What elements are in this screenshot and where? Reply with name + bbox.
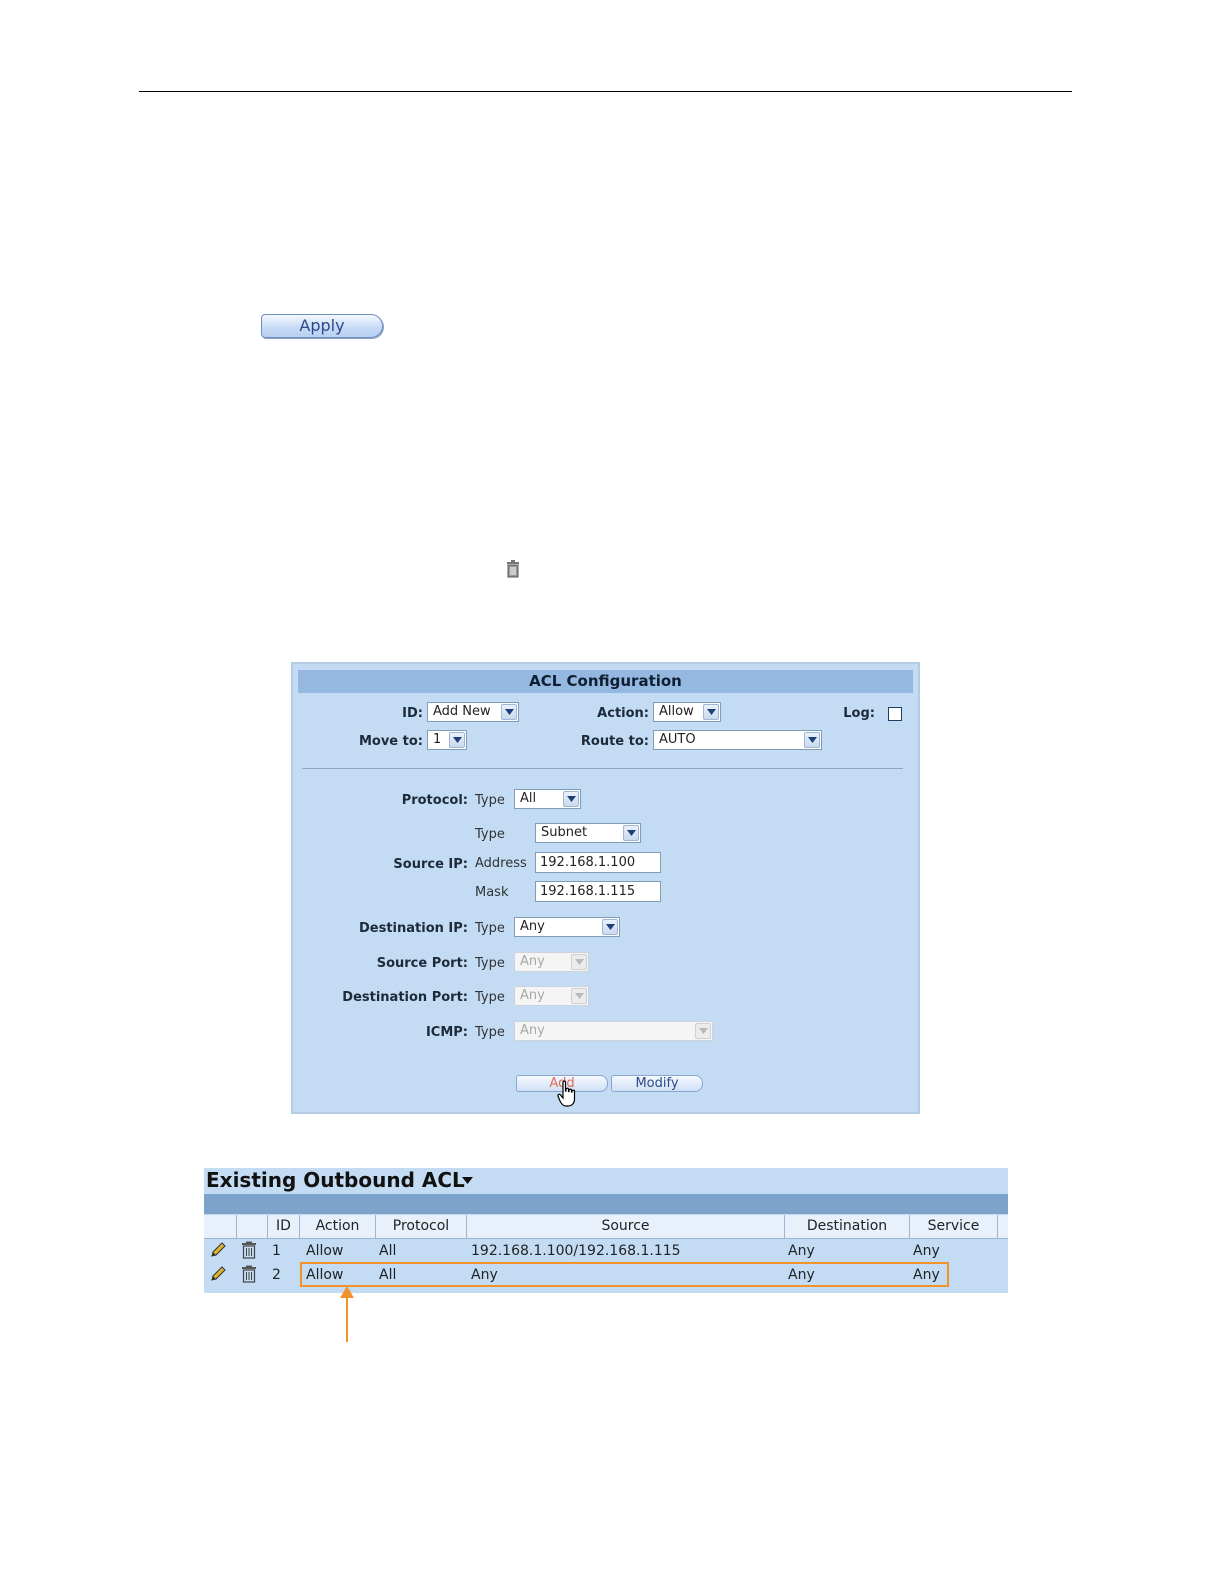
cell-service: Any [913, 1267, 940, 1283]
table-header-row [204, 1215, 1008, 1239]
caret-down-icon[interactable] [462, 1177, 473, 1185]
acl-configuration-panel [291, 662, 920, 1114]
cell-action: Allow [306, 1267, 344, 1283]
protocol-label: Protocol: [401, 793, 468, 808]
source-ip-address-label: Address [475, 856, 527, 871]
cell-action: Allow [306, 1243, 344, 1259]
table-row [204, 1240, 1008, 1262]
destination-ip-select[interactable] [514, 917, 620, 937]
source-ip-type-select[interactable] [535, 823, 641, 843]
callout-arrow [346, 1290, 348, 1342]
action-label: Action: [597, 706, 649, 721]
cell-id: 2 [272, 1267, 281, 1283]
cell-destination: Any [788, 1243, 815, 1259]
destination-ip-type-label: Type [475, 921, 505, 936]
table-title-bar [204, 1194, 1008, 1214]
chevron-down-icon [563, 791, 579, 807]
column-header-destination: Destination [785, 1215, 910, 1238]
icmp-select [514, 1021, 713, 1041]
chevron-down-icon [449, 732, 465, 748]
cell-protocol: All [379, 1243, 397, 1259]
cell-source: Any [471, 1267, 498, 1283]
divider [302, 768, 903, 769]
icmp-type-label: Type [475, 1025, 505, 1040]
source-ip-mask-input[interactable]: 192.168.1.115 [535, 881, 661, 902]
source-ip-mask-label: Mask [475, 885, 509, 900]
destination-port-type-label: Type [475, 990, 505, 1005]
chevron-down-icon [703, 704, 719, 720]
trash-icon[interactable] [240, 1265, 258, 1283]
outbound-acl-title-text: Existing Outbound ACL [206, 1168, 465, 1192]
route-to-label: Route to: [580, 734, 649, 749]
trash-icon[interactable] [240, 1241, 258, 1259]
destination-port-select-value: Any [520, 988, 545, 1003]
protocol-type-label: Type [475, 793, 505, 808]
route-to-select-value: AUTO [659, 732, 696, 747]
cell-source: 192.168.1.100/192.168.1.115 [471, 1243, 681, 1259]
source-port-select-value: Any [520, 954, 545, 969]
id-select-value: Add New [433, 704, 491, 719]
chevron-down-icon [571, 954, 587, 970]
protocol-select[interactable] [514, 789, 581, 809]
destination-ip-select-value: Any [520, 919, 545, 934]
column-header-source: Source [467, 1215, 785, 1238]
source-ip-label: Source IP: [393, 857, 468, 872]
icmp-label: ICMP: [425, 1025, 468, 1040]
chevron-down-icon [501, 704, 517, 720]
outbound-acl-title [206, 1168, 465, 1192]
source-ip-type-label: Type [475, 827, 505, 842]
column-header-protocol: Protocol [376, 1215, 467, 1238]
hand-cursor-icon [557, 1080, 577, 1108]
cell-protocol: All [379, 1267, 397, 1283]
row-highlight-box [300, 1262, 949, 1287]
id-label: ID: [402, 706, 423, 721]
route-to-select[interactable] [653, 730, 822, 750]
chevron-down-icon [602, 919, 618, 935]
source-ip-address-input[interactable]: 192.168.1.100 [535, 852, 661, 873]
pencil-icon[interactable] [209, 1241, 227, 1259]
chevron-down-icon [623, 825, 639, 841]
column-header-delete [237, 1215, 268, 1238]
trash-icon [503, 559, 523, 579]
action-select[interactable] [653, 702, 721, 722]
acl-config-title: ACL Configuration [298, 670, 913, 693]
source-port-select [514, 952, 589, 972]
destination-ip-label: Destination IP: [359, 921, 468, 936]
protocol-select-value: All [520, 791, 537, 806]
move-to-label: Move to: [358, 734, 423, 749]
apply-button[interactable]: Apply [261, 314, 383, 338]
modify-button[interactable]: Modify [611, 1075, 703, 1092]
log-checkbox[interactable] [888, 707, 902, 721]
log-label: Log: [843, 706, 875, 721]
source-port-type-label: Type [475, 956, 505, 971]
column-header-action: Action [300, 1215, 376, 1238]
id-select[interactable] [427, 702, 519, 722]
column-header-edit [204, 1215, 237, 1238]
chevron-down-icon [571, 988, 587, 1004]
outbound-acl-header [204, 1168, 1008, 1194]
action-select-value: Allow [659, 704, 694, 719]
source-port-label: Source Port: [376, 956, 468, 971]
pencil-icon[interactable] [209, 1265, 227, 1283]
cell-id: 1 [272, 1243, 281, 1259]
chevron-down-icon [695, 1023, 711, 1039]
destination-port-label: Destination Port: [342, 990, 468, 1005]
icmp-select-value: Any [520, 1023, 545, 1038]
cell-destination: Any [788, 1267, 815, 1283]
move-to-select-value: 1 [433, 732, 442, 747]
page-header-rule [139, 91, 1072, 92]
column-header-service: Service [910, 1215, 998, 1238]
move-to-select[interactable] [427, 730, 467, 750]
cell-service: Any [913, 1243, 940, 1259]
chevron-down-icon [804, 732, 820, 748]
source-ip-type-value: Subnet [541, 825, 588, 840]
add-button[interactable]: Add [516, 1075, 608, 1092]
column-header-id: ID [268, 1215, 300, 1238]
destination-port-select [514, 986, 589, 1006]
